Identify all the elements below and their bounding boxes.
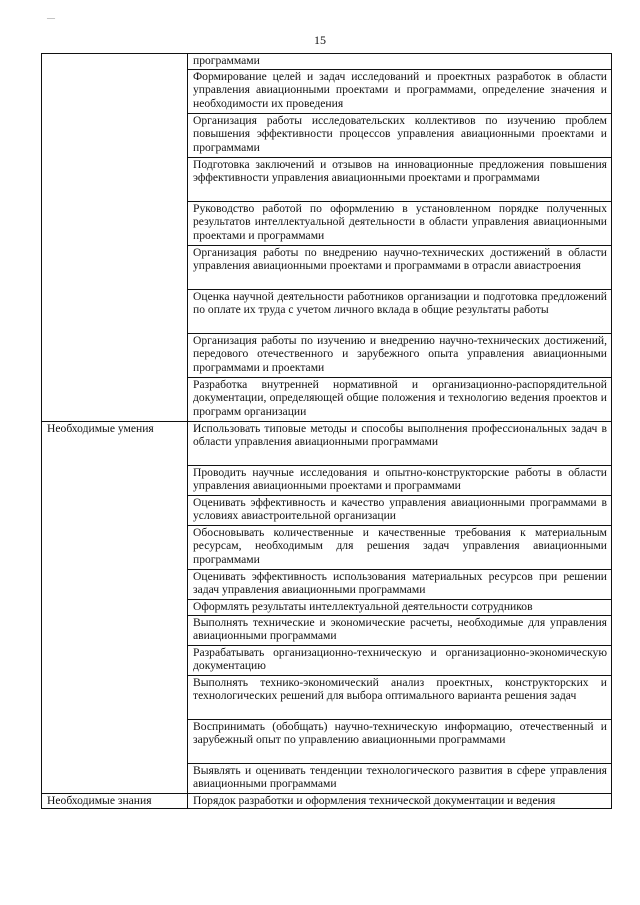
row-text-cell: Порядок разработки и оформления технической документации и ведения <box>188 793 612 809</box>
row-label-cell <box>42 54 188 70</box>
row-label-cell <box>42 465 188 495</box>
row-label-cell <box>42 763 188 793</box>
table-row <box>42 645 612 675</box>
table-row <box>42 495 612 525</box>
table-row <box>42 793 612 809</box>
row-text-cell: Разрабатывать организационно-техническую и организационно-экономическую документацию <box>188 645 612 675</box>
table-row <box>42 113 612 157</box>
table-row <box>42 289 612 333</box>
row-text-cell: Подготовка заключений и отзывов на инновационные предложения повышения эффективности управления авиационными проектами и программами <box>188 157 612 201</box>
table-row <box>42 675 612 719</box>
row-text-cell: Проводить научные исследования и опытно-конструкторские работы в области управления авиационными проектами и программами <box>188 465 612 495</box>
row-label-cell <box>42 245 188 289</box>
row-label-cell <box>42 69 188 113</box>
row-text-cell: Воспринимать (обобщать) научно-техническую информацию, отечественный и зарубежный опыт по управлению авиационными программами <box>188 719 612 763</box>
row-text-cell: Разработка внутренней нормативной и организационно-распорядительной документации, определяющей общие положения и технологию ведения проектов и программ организации <box>188 377 612 421</box>
row-text-cell: Оценка научной деятельности работников организации и подготовка предложений по оплате их труда с учетом личного вклада в общие результаты работы <box>188 289 612 333</box>
table-row <box>42 201 612 245</box>
table-row <box>42 69 612 113</box>
row-label-cell <box>42 599 188 615</box>
page-number: 15 <box>314 33 326 47</box>
table-row <box>42 569 612 599</box>
row-text-cell: Руководство работой по оформлению в установленном порядке полученных результатов интеллектуальной деятельности в области управления авиационными проектами и программами <box>188 201 612 245</box>
row-text-cell: Оценивать эффективность и качество управления авиационными программами в условиях авиастроительной организации <box>188 495 612 525</box>
row-label-cell <box>42 525 188 569</box>
table-row <box>42 615 612 645</box>
row-label-cell <box>42 289 188 333</box>
row-text-cell: Выполнять технико-экономический анализ проектных, конструкторских и технологических решений для выбора оптимального варианта решения задач <box>188 675 612 719</box>
row-text-cell: программами <box>188 54 612 70</box>
row-label-cell <box>42 377 188 421</box>
table-row <box>42 421 612 465</box>
table-row <box>42 377 612 421</box>
row-label-cell <box>42 201 188 245</box>
table-row <box>42 157 612 201</box>
table-row <box>42 525 612 569</box>
table-row <box>42 245 612 289</box>
table-row <box>42 465 612 495</box>
table-row <box>42 54 612 70</box>
row-text-cell: Обосновывать количественные и качественные требования к материальным ресурсам, необходимым для решения задач управления авиационными программами <box>188 525 612 569</box>
row-text-cell: Выявлять и оценивать тенденции технологического развития в сфере управления авиационными программами <box>188 763 612 793</box>
table-row <box>42 333 612 377</box>
row-label-cell <box>42 333 188 377</box>
requirements-table <box>41 53 612 809</box>
table-row <box>42 599 612 615</box>
corner-mark: — <box>47 13 55 22</box>
requirements-table-body <box>42 54 612 809</box>
row-label-cell <box>42 495 188 525</box>
row-text-cell: Организация работы исследовательских коллективов по изучению проблем повышения эффективности процессов управления авиационными проектами и программами <box>188 113 612 157</box>
row-label-cell <box>42 645 188 675</box>
row-text-cell: Выполнять технические и экономические расчеты, необходимые для управления авиационными программами <box>188 615 612 645</box>
row-label-cell <box>42 113 188 157</box>
row-text-cell: Организация работы по внедрению научно-технических достижений в области управления авиационными проектами и программами в отрасли авиастроения <box>188 245 612 289</box>
row-label-cell <box>42 615 188 645</box>
row-label-cell: Необходимые знания <box>42 793 188 809</box>
table-row <box>42 719 612 763</box>
row-label-cell <box>42 675 188 719</box>
row-label-cell <box>42 569 188 599</box>
row-text-cell: Оценивать эффективность использования материальных ресурсов при решении задач управления авиационными программами <box>188 569 612 599</box>
row-label-cell <box>42 157 188 201</box>
row-label-cell: Необходимые умения <box>42 421 188 465</box>
table-row <box>42 763 612 793</box>
row-text-cell: Организация работы по изучению и внедрению научно-технических достижений, передового отечественного и зарубежного опыта управления авиационными программами и проектами <box>188 333 612 377</box>
row-text-cell: Оформлять результаты интеллектуальной деятельности сотрудников <box>188 599 612 615</box>
row-label-cell <box>42 719 188 763</box>
row-text-cell: Использовать типовые методы и способы выполнения профессиональных задач в области управления авиационными программами <box>188 421 612 465</box>
row-text-cell: Формирование целей и задач исследований и проектных разработок в области управления авиационными проектами и программами, определение значения и необходимости их проведения <box>188 69 612 113</box>
